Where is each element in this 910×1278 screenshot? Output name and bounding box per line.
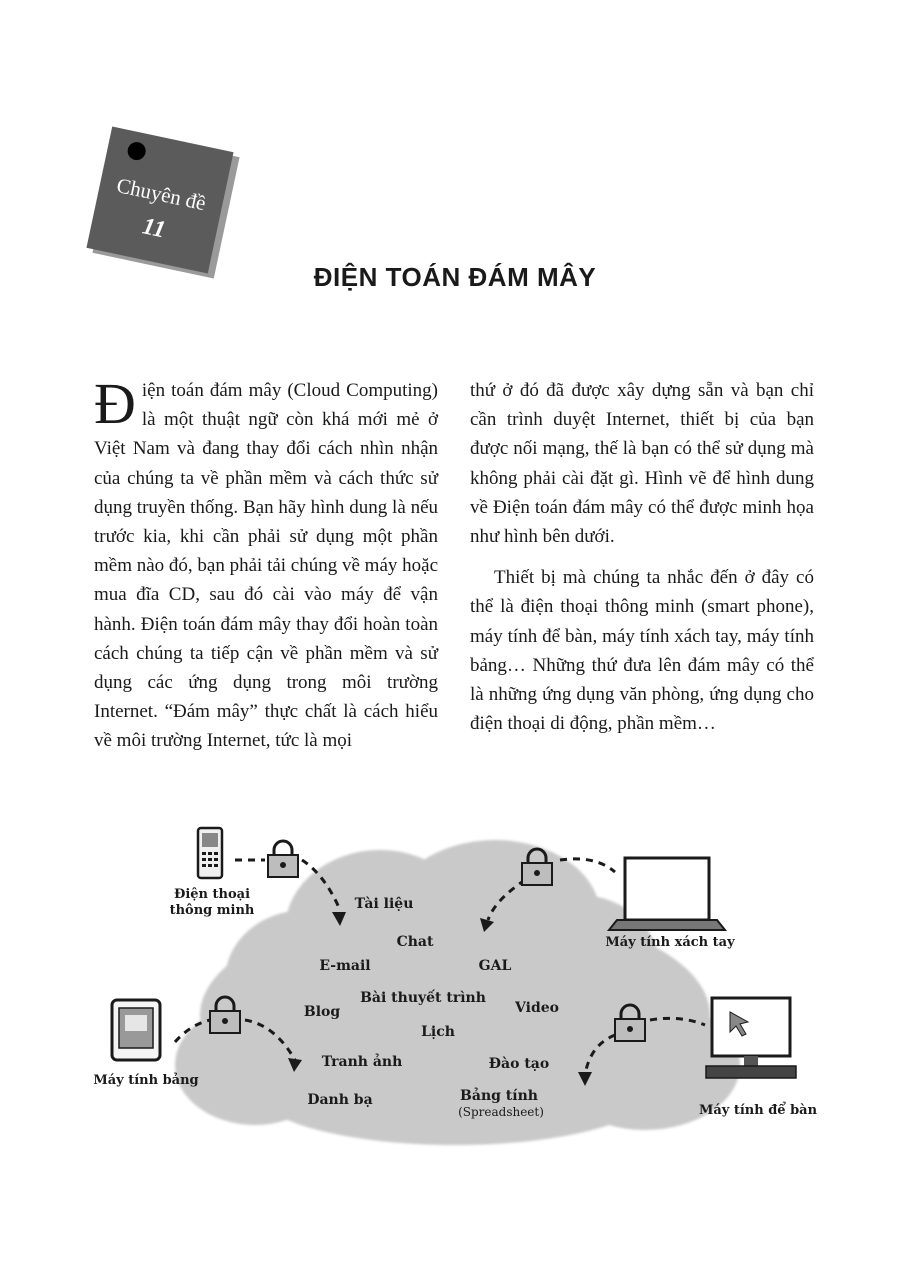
- right-column: [470, 376, 814, 738]
- tablet-label: Máy tính bảng: [93, 1073, 199, 1088]
- service-video: Video: [515, 1000, 559, 1016]
- laptop-icon: [609, 858, 725, 930]
- desktop-computer-icon: [706, 998, 796, 1078]
- badge-number: 11: [140, 213, 168, 244]
- right-paragraph-2: Thiết bị mà chúng ta nhắc đến ở đây có thể là điện thoại thông minh (smart phone), máy tính để bàn, máy tính xách tay, máy tính bảng… Những thứ đưa lên đám mây có thể là những ứng dụng văn phòng, ứng dụng cho điện thoại di động, phần mềm…: [470, 567, 814, 735]
- service-chat: Chat: [396, 934, 434, 950]
- laptop-label: Máy tính xách tay: [605, 935, 735, 950]
- service-blog: Blog: [303, 1004, 341, 1020]
- page-title: ĐIỆN TOÁN ĐÁM MÂY: [313, 262, 597, 292]
- right-paragraph-1: thứ ở đó đã được xây dựng sẵn và bạn chỉ cần trình duyệt Internet, thiết bị của bạn được nối mạng, thế là bạn có thể sử dụng mà không phải cài đặt gì. Hình vẽ để hình dung về Điện toán đám mây có thể được minh họa như hình bên dưới.: [470, 380, 814, 548]
- chapter-badge: [86, 126, 233, 273]
- phone-label-line2: thông minh: [169, 903, 255, 918]
- service-documents: Tài liệu: [354, 896, 414, 912]
- phone-label-line1: Điện thoại: [173, 887, 251, 902]
- cloud-computing-diagram: [90, 820, 820, 1160]
- left-paragraph-text: iện toán đám mây (Cloud Computing) là một thuật ngữ còn khá mới mẻ ở Việt Nam và đang thay đổi cách nhìn nhận của chúng ta về phần mềm và cách thức sử dụng truyền thống. Bạn hãy hình dung là nếu trước kia, khi cần phải sử dụng một phần mềm nào đó, bạn phải tải chúng về máy hoặc mua đĩa CD, sau đó cài vào máy để vận hành. Điện toán đám mây thay đổi hoàn toàn cách chúng ta tiếp cận về phần mềm và sử dụng các ứng dụng trong môi trường Internet. “Đám mây” thực chất là cách hiểu về môi trường Internet, tức là mọi: [94, 380, 439, 752]
- service-calendar: Lịch: [421, 1024, 455, 1040]
- left-paragraph: [94, 371, 439, 756]
- service-spreadsheet: Bảng tính: [460, 1088, 538, 1104]
- desktop-label: Máy tính để bàn: [698, 1103, 818, 1118]
- left-column: [94, 371, 439, 756]
- badge-label: Chuyên đề: [114, 172, 208, 216]
- service-training: Đào tạo: [488, 1056, 550, 1072]
- tablet-icon: [112, 1000, 160, 1060]
- lock-icon: [268, 841, 298, 877]
- service-presentation: Bài thuyết trình: [360, 990, 486, 1006]
- smartphone-icon: [198, 828, 222, 878]
- service-gal: GAL: [478, 958, 512, 974]
- badge-pin-icon: [126, 140, 147, 161]
- service-contacts: Danh bạ: [307, 1092, 373, 1108]
- service-email: E-mail: [319, 958, 371, 974]
- drop-cap: Đ: [94, 371, 136, 436]
- service-pictures: Tranh ảnh: [321, 1054, 403, 1070]
- service-spreadsheet-en: (Spreadsheet): [458, 1105, 544, 1119]
